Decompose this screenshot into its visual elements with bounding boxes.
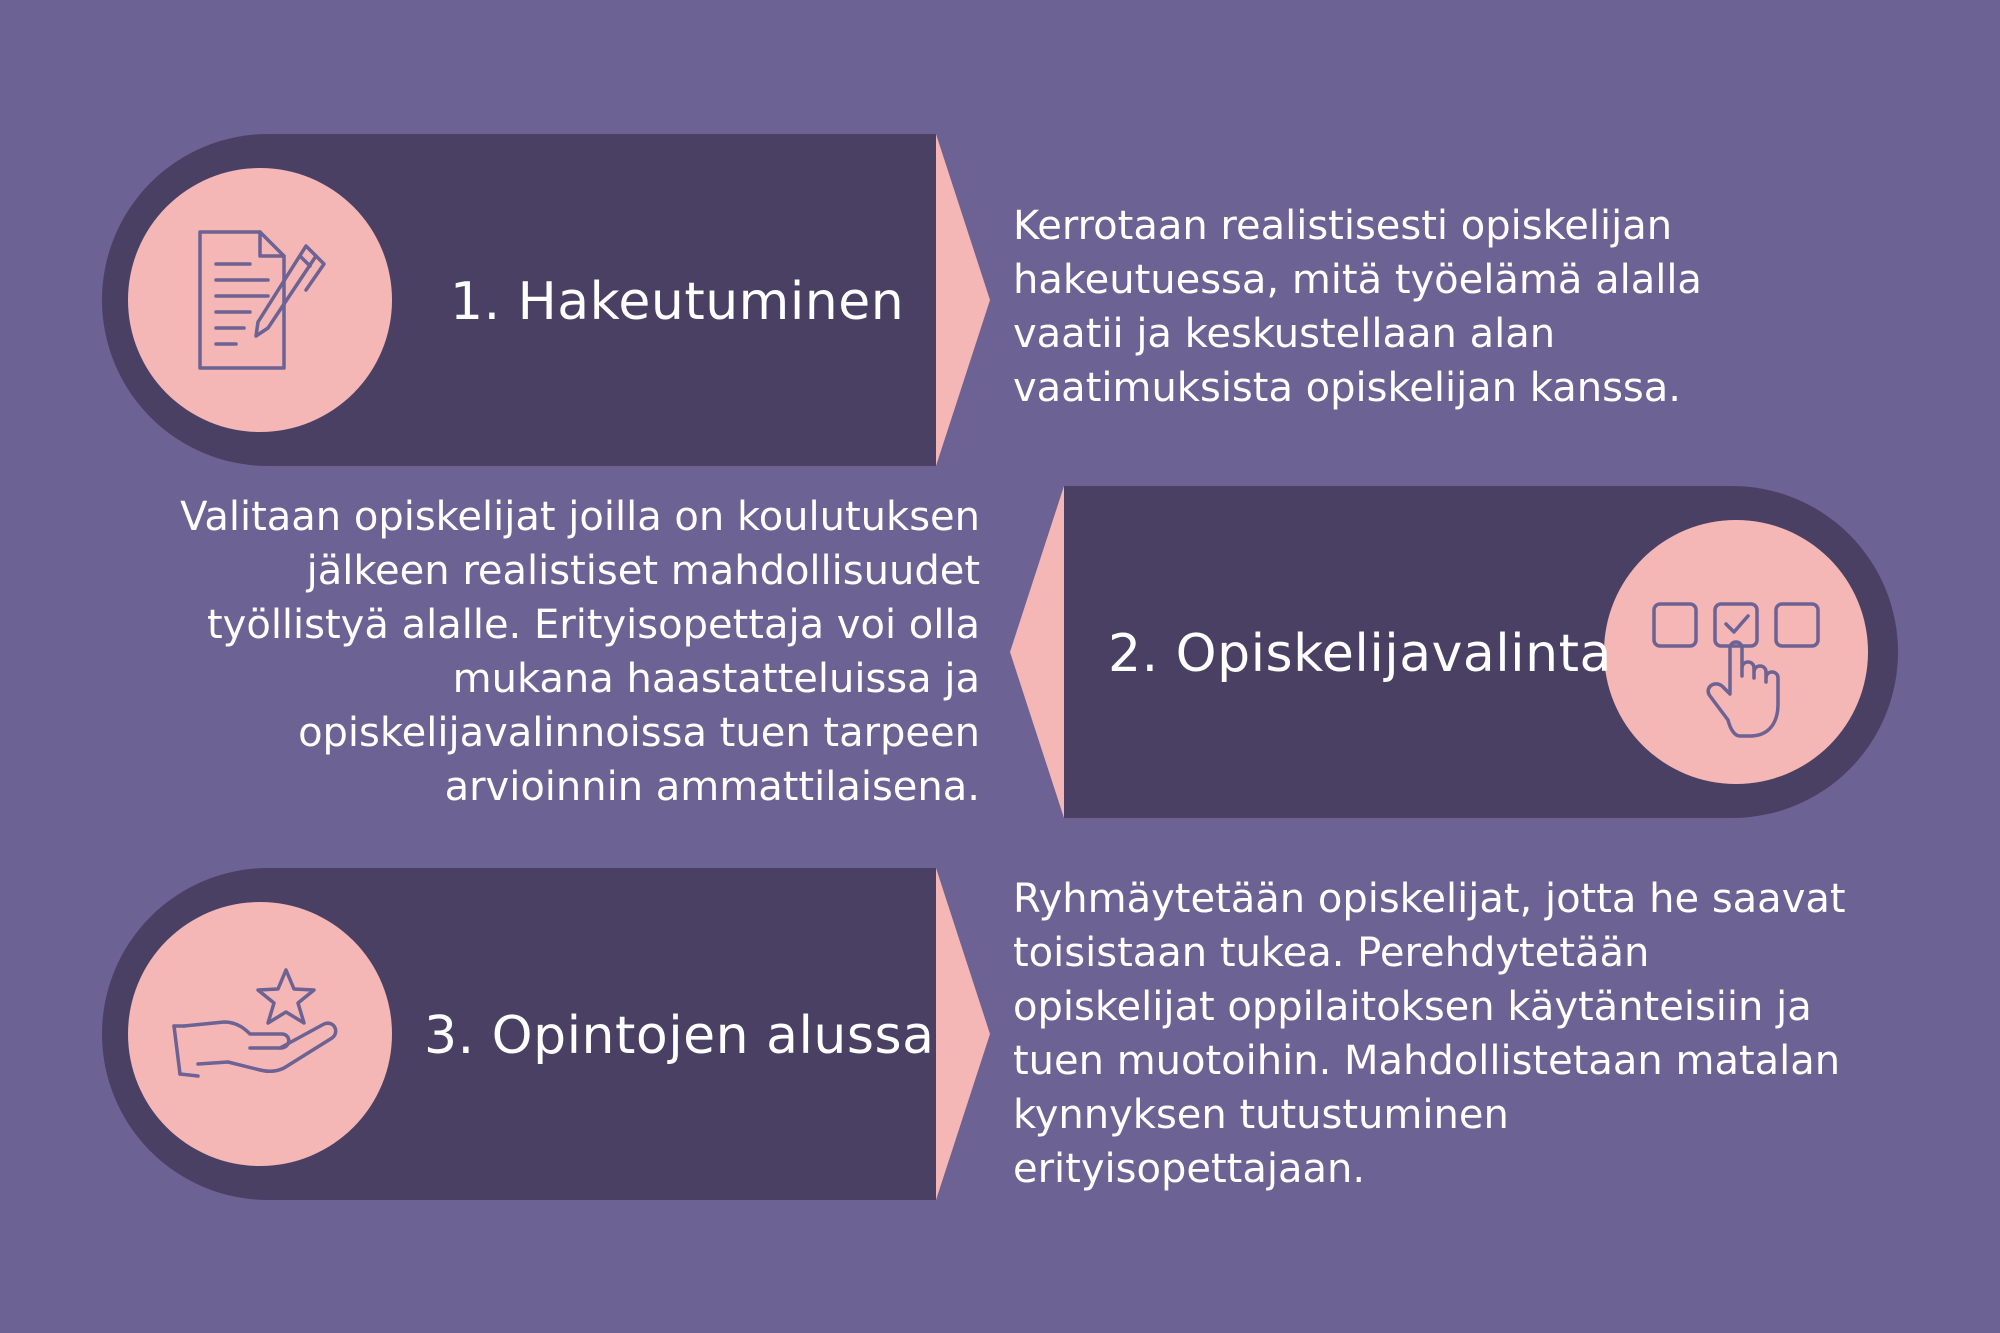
step-3-desc-line: erityisopettajaan. bbox=[1013, 1146, 1366, 1192]
step-2-description bbox=[180, 490, 980, 814]
step-3-description bbox=[1013, 872, 1846, 1196]
step-1-desc-line: Kerrotaan realistisesti opiskelijan bbox=[1013, 203, 1673, 249]
step-2-arrow bbox=[1008, 486, 1064, 818]
step-3-desc-line: kynnyksen tutustuminen bbox=[1013, 1092, 1509, 1138]
step-3-desc-line: tuen muotoihin. Mahdollistetaan matalan bbox=[1013, 1038, 1841, 1084]
step-1-title: 1. Hakeutuminen bbox=[450, 272, 905, 332]
step-1-desc-line: vaatii ja keskustellaan alan bbox=[1013, 311, 1556, 357]
step-1-desc-line: vaatimuksista opiskelijan kanssa. bbox=[1013, 365, 1681, 411]
step-2-desc-line: arvioinnin ammattilaisena. bbox=[444, 764, 980, 810]
checkbox-select-hand-icon bbox=[1604, 520, 1868, 784]
step-3-icon-circle bbox=[128, 902, 392, 1166]
hand-star-icon bbox=[128, 902, 392, 1166]
step-3-arrow bbox=[936, 868, 992, 1200]
step-2-desc-line: Valitaan opiskelijat joilla on koulutuksen bbox=[180, 494, 980, 540]
step-1-desc-line: hakeutuessa, mitä työelämä alalla bbox=[1013, 257, 1702, 303]
step-2-desc-line: mukana haastatteluissa ja bbox=[452, 656, 980, 702]
step-2-desc-line: opiskelijavalinnoissa tuen tarpeen bbox=[298, 710, 980, 756]
step-1-description bbox=[1013, 199, 1702, 415]
step-1-arrow bbox=[936, 134, 992, 466]
step-2-title: 2. Opiskelijavalinta bbox=[1108, 624, 1612, 684]
step-2-icon-circle bbox=[1604, 520, 1868, 784]
step-2-desc-line: jälkeen realistiset mahdollisuudet bbox=[306, 548, 980, 594]
step-3-desc-line: opiskelijat oppilaitoksen käytänteisiin ja bbox=[1013, 984, 1812, 1030]
document-pen-icon bbox=[128, 168, 392, 432]
step-1-icon-circle bbox=[128, 168, 392, 432]
step-2-desc-line: työllistyä alalle. Erityisopettaja voi olla bbox=[206, 602, 980, 648]
step-3-desc-line: Ryhmäytetään opiskelijat, jotta he saavat bbox=[1013, 876, 1846, 922]
step-3-desc-line: toisistaan tukea. Perehdytetään bbox=[1013, 930, 1650, 976]
step-3-title: 3. Opintojen alussa bbox=[424, 1006, 935, 1066]
